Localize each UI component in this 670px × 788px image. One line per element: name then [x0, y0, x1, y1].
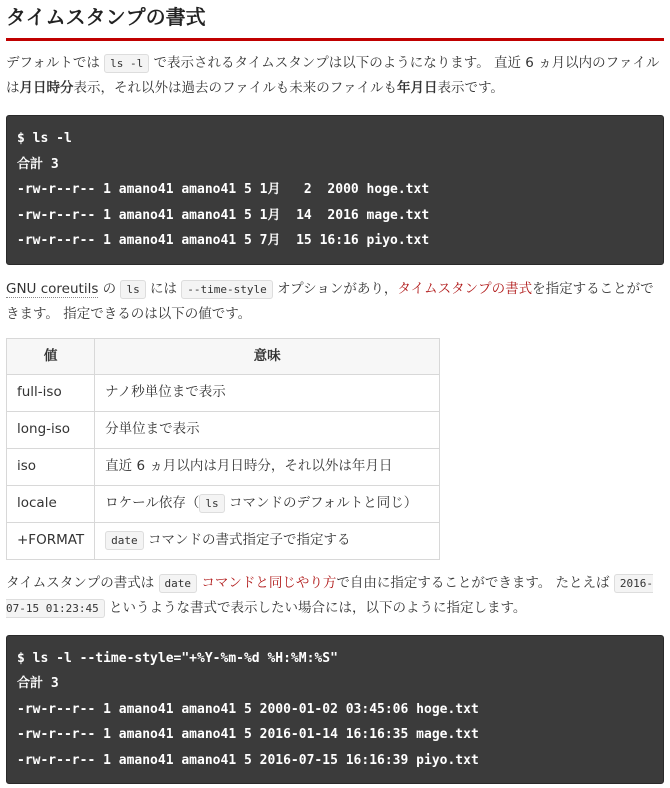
inline-code-ls-l: ls -l [104, 54, 149, 73]
table-cell-meaning [95, 411, 440, 448]
header-value: 値 [7, 338, 95, 374]
meaning-text: ナノ秒単位まで表示 [105, 384, 226, 400]
table-cell-meaning [95, 485, 440, 522]
inline-code-example-date: 2016-07-15 01:23:45 [6, 574, 653, 618]
code-line: $ ls -l [17, 131, 72, 146]
time-style-paragraph [6, 277, 664, 327]
inline-code-date: date [105, 531, 144, 550]
para2-text-3: オプションがあり， [272, 280, 398, 297]
table-cell-key: +FORMAT [7, 522, 95, 559]
table-cell-key: iso [7, 448, 95, 485]
inline-code-ls: ls [120, 280, 145, 299]
table-row [7, 374, 440, 411]
section-heading: タイムスタンプの書式 [6, 0, 664, 41]
table-header-row [7, 338, 440, 374]
inline-code-ls: ls [199, 494, 224, 513]
table-cell-meaning [95, 374, 440, 411]
table-row [7, 485, 440, 522]
para3-text-4: というような書式で表示したい場合には，以下のように指定します。 [104, 599, 527, 616]
meaning-text: コマンドの書式指定子で指定する [143, 532, 351, 548]
table-cell-key: locale [7, 485, 95, 522]
para3-text-3: で自由に指定することができます。 たとえば [336, 574, 614, 591]
date-command-link[interactable]: コマンドと同じやり方 [201, 574, 337, 591]
header-meaning: 意味 [95, 338, 440, 374]
meaning-text: 分単位まで表示 [105, 421, 200, 437]
intro-text-3: 表示，それ以外は過去のファイルも未来のファイルも [73, 80, 397, 96]
intro-text-1: デフォルトでは [6, 55, 105, 71]
table-cell-key: long-iso [7, 411, 95, 448]
para2-text-1: の [98, 280, 121, 297]
table-cell-key: full-iso [7, 374, 95, 411]
code-line: -rw-r--r-- 1 amano41 amano41 5 7月 15 16:16 piyo.txt [17, 233, 430, 248]
table-row [7, 448, 440, 485]
para2-text-2: には [145, 280, 182, 297]
time-style-table [6, 338, 440, 560]
code-line: -rw-r--r-- 1 amano41 amano41 5 2016-07-15 16:16:39 piyo.txt [17, 752, 479, 768]
meaning-text: 直近 6 ヵ月以内は月日時分，それ以外は年月日 [105, 458, 393, 474]
code-line: 合計 3 [17, 676, 59, 691]
code-line: $ ls -l --time-style="+%Y-%m-%d %H:%M:%S" [17, 650, 338, 666]
table-row [7, 522, 440, 559]
code-line: 合計 3 [17, 156, 59, 172]
table-cell-meaning [95, 448, 440, 485]
intro-text-2: で表示されるタイムスタンプは以下のようになります。 直近 6 ヵ月以内のファイルは [6, 55, 660, 96]
date-format-paragraph [6, 571, 664, 621]
intro-paragraph [6, 51, 664, 101]
meaning-text: ロケール依存（ [105, 495, 200, 511]
code-block-time-style [6, 635, 664, 785]
code-line: -rw-r--r-- 1 amano41 amano41 5 1月 14 2016 mage.txt [17, 207, 430, 223]
code-line: -rw-r--r-- 1 amano41 amano41 5 1月 2 2000 hoge.txt [17, 182, 430, 197]
code-block-default [6, 115, 664, 265]
inline-code-time-style: --time-style [181, 280, 272, 299]
intro-text-4: 表示です。 [437, 80, 504, 96]
para2-text-4: を指定することができます。 指定できるのは以下の値です。 [6, 280, 654, 322]
table-cell-meaning [95, 522, 440, 559]
inline-code-date: date [159, 574, 198, 593]
para3-text-1: タイムスタンプの書式は [6, 574, 159, 591]
gnu-coreutils-term: GNU coreutils [6, 280, 99, 297]
code-line: -rw-r--r-- 1 amano41 amano41 5 2016-01-14 16:16:35 mage.txt [17, 727, 479, 742]
intro-bold-1: 月日時分 [19, 80, 74, 96]
timestamp-format-link[interactable]: タイムスタンプの書式 [397, 280, 533, 297]
code-line: -rw-r--r-- 1 amano41 amano41 5 2000-01-02 03:45:06 hoge.txt [17, 701, 479, 717]
intro-bold-2: 年月日 [396, 80, 438, 96]
table-row [7, 411, 440, 448]
meaning-text: コマンドのデフォルトと同じ） [224, 495, 418, 511]
